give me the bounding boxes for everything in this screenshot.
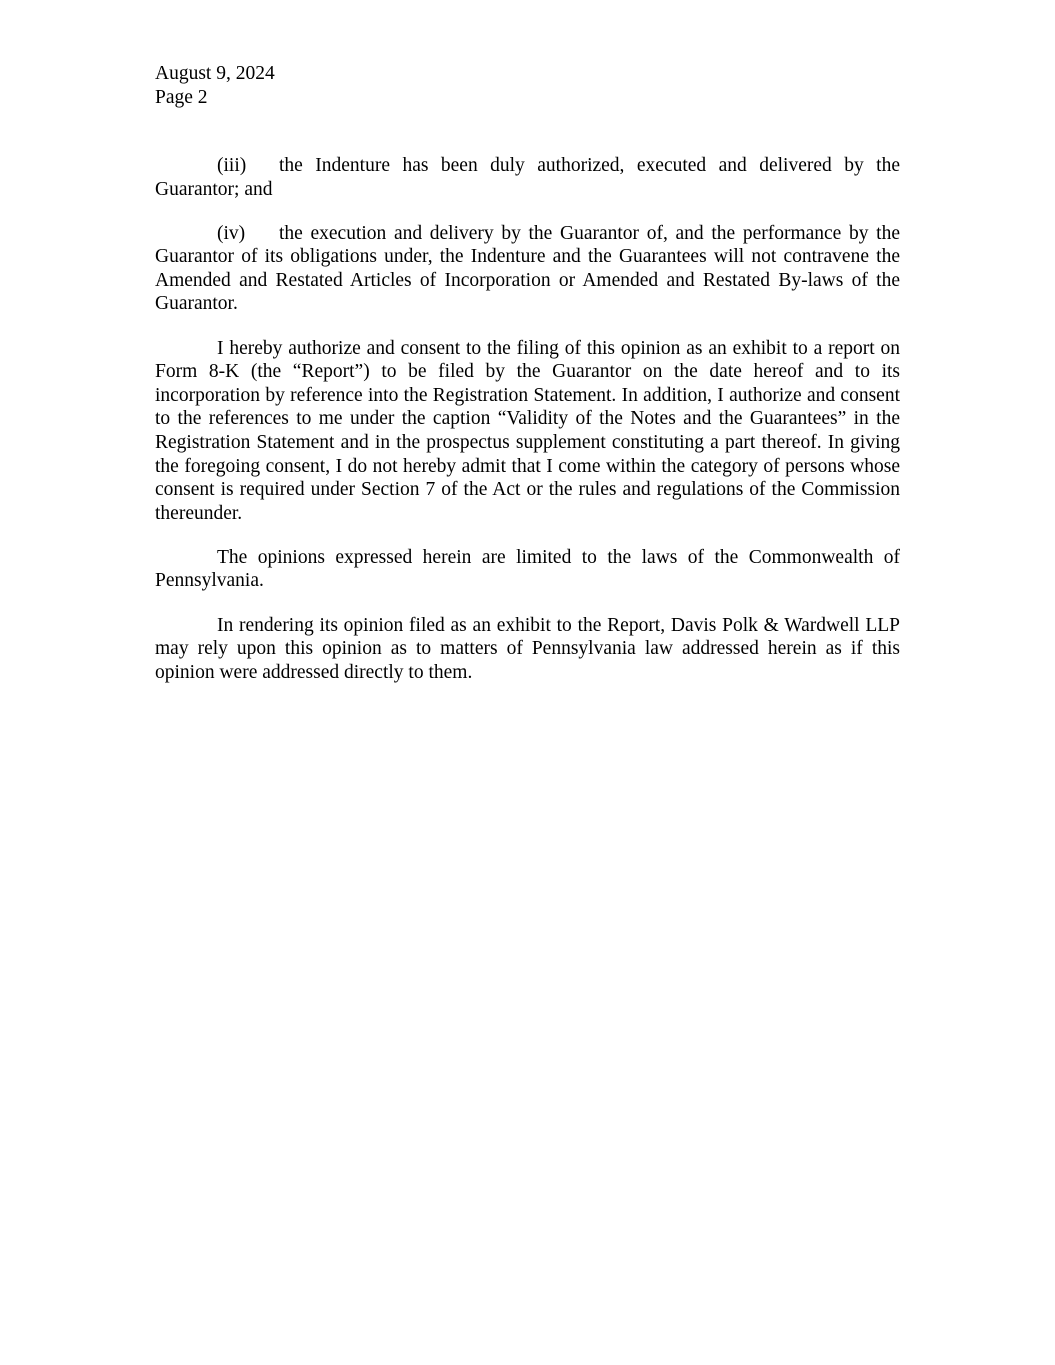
reliance-paragraph: In rendering its opinion filed as an exhibit to the Report, Davis Polk & Wardwell LLP may rely upon this opinion as to matters of Pennsylvania law addressed herein as if this opinion were addressed directly to them. bbox=[155, 614, 900, 683]
item-number: (iii) bbox=[217, 155, 247, 176]
list-item-iv bbox=[155, 222, 900, 316]
item-number: (iv) bbox=[217, 222, 246, 244]
list-item-iii bbox=[155, 154, 900, 201]
consent-paragraph: I hereby authorize and consent to the filing of this opinion as an exhibit to a report on Form 8-K (the “Report”) to be filed by the Guarantor on the date hereof and to its incorporation by reference into the Registration Statement. In addition, I authorize and consent to the references to me under the caption “Validity of the Notes and the Guarantees” in the Registration Statement and in the prospectus supplement constituting a part thereof. In giving the foregoing consent, I do not hereby admit that I come within the category of persons whose consent is required under Section 7 of the Act or the rules and regulations of the Commission thereunder. bbox=[155, 337, 900, 524]
item-text: the Indenture has been duly authorized, executed and delivered by the Guarantor; and bbox=[155, 155, 900, 200]
header-date: August 9, 2024 bbox=[155, 63, 275, 84]
laws-paragraph: The opinions expressed herein are limited to the laws of the Commonwealth of Pennsylvania. bbox=[155, 546, 900, 592]
header-page-number: Page 2 bbox=[155, 86, 208, 108]
page-header bbox=[155, 62, 555, 109]
document-body bbox=[155, 154, 900, 705]
item-text: the execution and delivery by the Guarantor of, and the performance by the Guarantor of its obligations under, the Indenture and the Guarantees will not contravene the Amended and Restated Articles of Incorporation or Amended and Restated By-laws of the Guarantor. bbox=[155, 222, 900, 315]
